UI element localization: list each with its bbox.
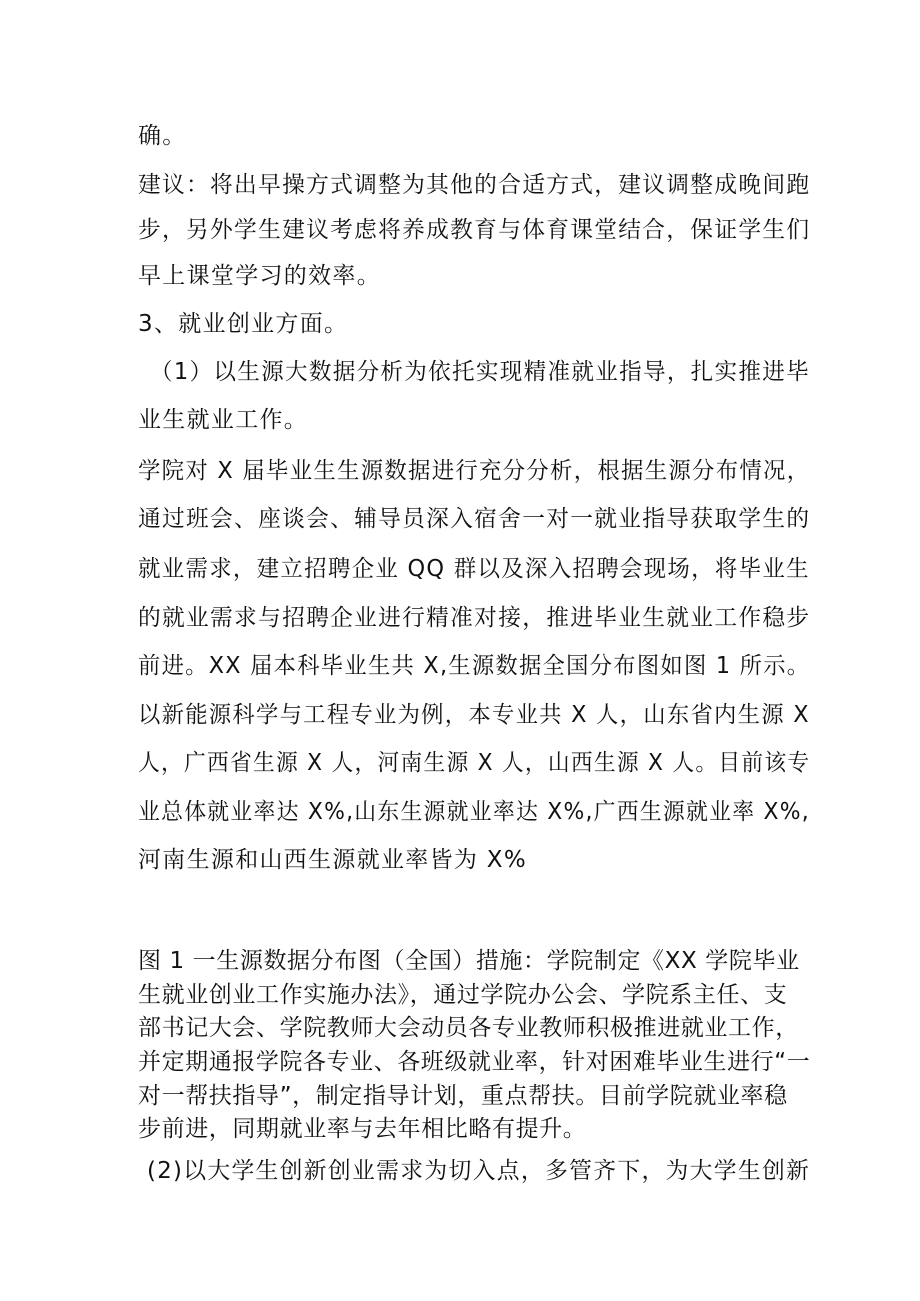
text-line: 并定期通报学院各专业、各班级就业率，针对困难毕业生进行“一 (138, 1049, 811, 1075)
text-line: 前进。XX 届本科毕业生共 X,生源数据全国分布图如图 1 所示。 (138, 653, 811, 679)
text-line: 业生就业工作。 (138, 407, 309, 433)
text-line: 步，另外学生建议考虑将养成教育与体育课堂结合，保证学生们 (138, 217, 811, 243)
section-heading: 3、就业创业方面。 (138, 311, 349, 337)
text-line: 生就业创业工作实施办法》，通过学院办公会、学院系主任、支 (138, 982, 788, 1008)
text-line: 早上课堂学习的效率。 (138, 263, 381, 289)
text-line: 学院对 X 届毕业生生源数据进行充分分析，根据生源分布情况， (138, 458, 811, 484)
text-line: 部书记大会、学院教师大会动员各专业教师积极推进就业工作， (138, 1015, 799, 1041)
text-line: 通过班会、座谈会、辅导员深入宿舍一对一就业指导获取学生的 (138, 506, 811, 532)
text-line: 河南生源和山西生源就业率皆为 X% (138, 847, 528, 873)
figure-caption-line: 图 1 一生源数据分布图（全国）措施：学院制定《XX 学院毕业 (138, 948, 800, 974)
text-line: 的就业需求与招聘企业进行精准对接，推进毕业生就业工作稳步 (138, 605, 811, 631)
text-line: 人，广西省生源 X 人，河南生源 X 人，山西生源 X 人。目前该专 (138, 750, 811, 776)
text-line: 就业需求，建立招聘企业 QQ 群以及深入招聘会现场，将毕业生 (138, 556, 810, 582)
text-line: 建议：将出早操方式调整为其他的合适方式，建议调整成晚间跑 (138, 172, 811, 198)
text-line: 对一帮扶指导”，制定指导计划，重点帮扶。目前学院就业率稳 (138, 1083, 788, 1109)
subsection-heading: (2)以大学生创新创业需求为切入点，多管齐下，为大学生创新 (147, 1158, 811, 1184)
text-line: 步前进，同期就业率与去年相比略有提升。 (138, 1116, 587, 1142)
text-line: 确。 (138, 123, 187, 149)
text-line: 以新能源科学与工程专业为例，本专业共 X 人，山东省内生源 X (138, 702, 810, 728)
text-line: 业总体就业率达 X%,山东生源就业率达 X%,广西生源就业率 X%, (138, 799, 810, 825)
subsection-heading: （1）以生源大数据分析为依托实现精准就业指导，扎实推进毕 (150, 359, 811, 385)
